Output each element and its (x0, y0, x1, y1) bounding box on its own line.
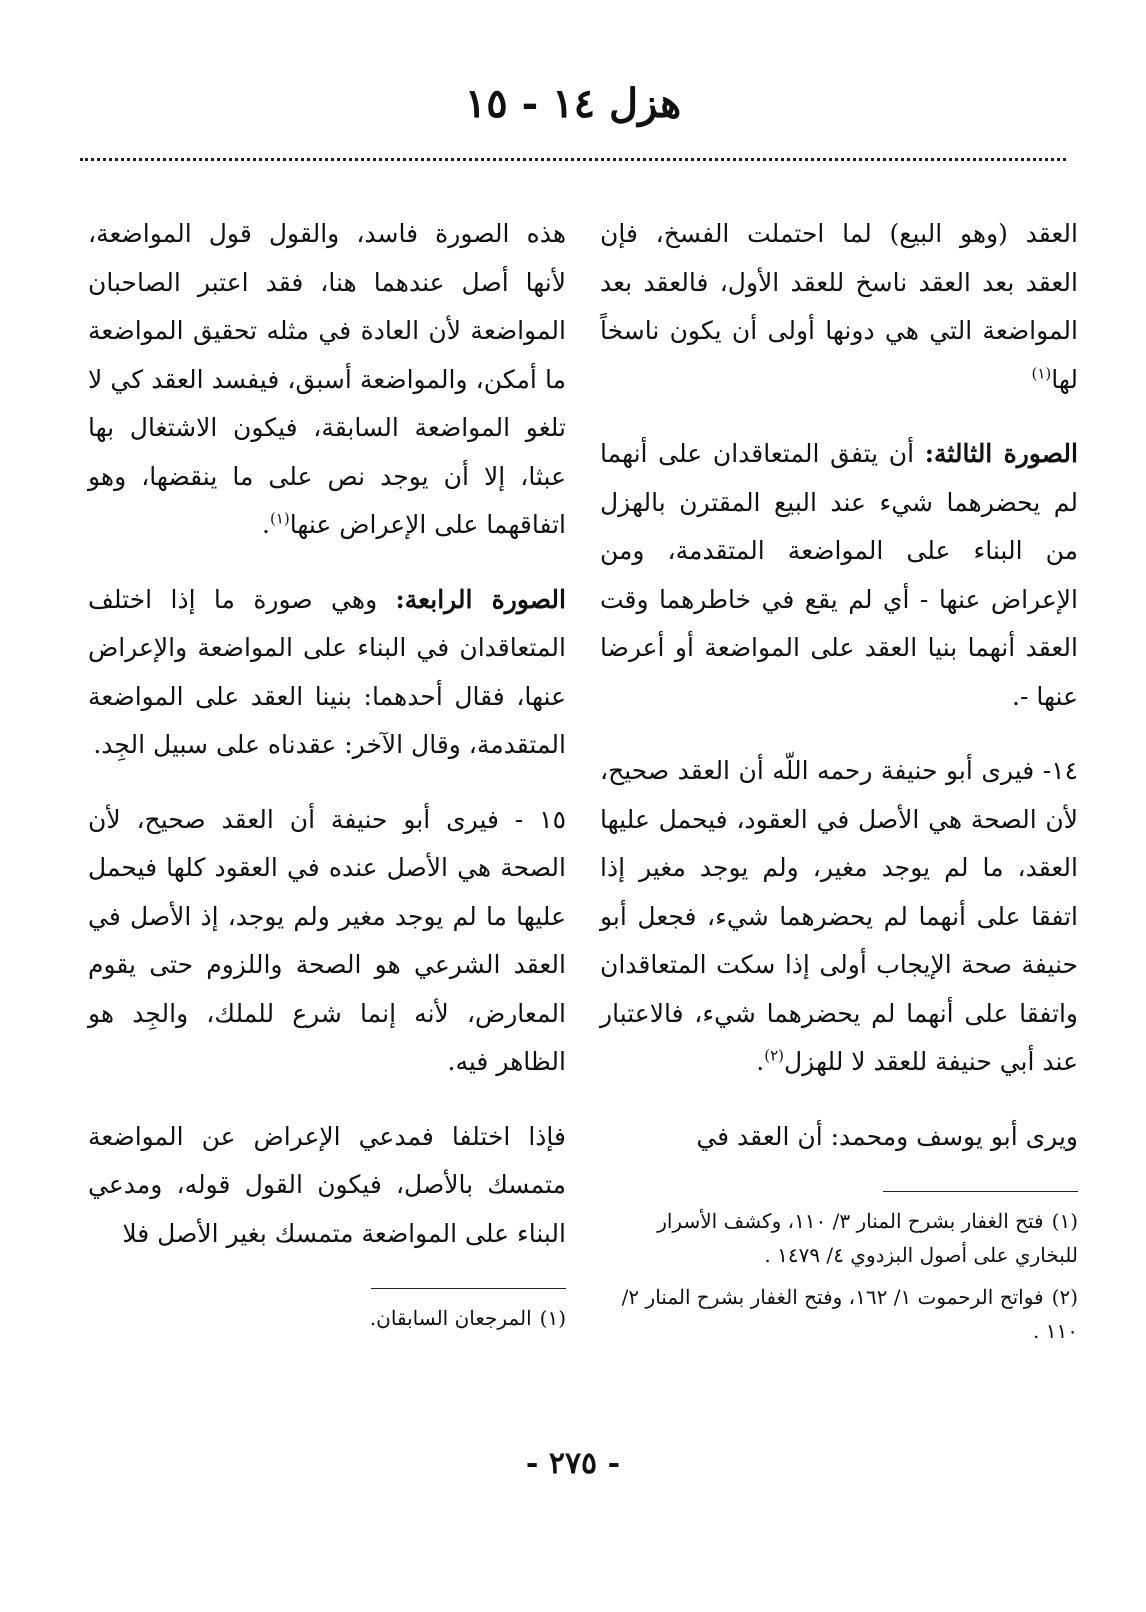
footnote-number: (١) (1051, 1209, 1078, 1233)
paragraph-text: ١٤- فيرى أبو حنيفة رحمه اللّه أن العقد صحيح، لأن الصحة هي الأصل في العقود، فيحمل عليها العقد، ما لم يوجد مغير، ولم يوجد مغير إذا اتفقا على أنهما لم يحضرهما شيء، فجعل أبو حنيفة صحة الإيجاب أولى إذا سكت المتعاقدان واتفقا على أنهما لم يحضرهما شيء، فالاعتبار عند أبي حنيفة للعقد لا للهزل (600, 756, 1078, 1076)
paragraph-text: ١٥ - فيرى أبو حنيفة أن العقد صحيح، لأن الصحة هي الأصل عنده في العقود كلها فيحمل عليها ما لم يوجد مغير ولم يوجد، إذ الأصل في العقد الشرعي هو الصحة واللزوم حتى يقوم المعارض، لأنه إنما شرع للملك، والجِد هو الظاهر فيه. (88, 804, 566, 1076)
footnote (600, 1280, 1078, 1348)
paragraph-text: العقد (وهو البيع) لما احتملت الفسخ، فإن العقد بعد العقد ناسخ للعقد الأول، فالعقد بعد المواضعة التي هي دونها أولى أن يكون ناسخاً لها (600, 219, 1078, 394)
footnote-separator (371, 1288, 566, 1289)
paragraph (600, 430, 1078, 721)
paragraph (88, 796, 566, 1087)
paragraph-text: وهي صورة ما إذا اختلف المتعاقدان في البناء على المواضعة والإعراض عنها، فقال أحدهما: بنينا العقد على المواضعة المتقدمة، وقال الآخر: عقدناه على سبيل الجِد. (88, 584, 566, 759)
paragraph-text: فإذا اختلفا فمدعي الإعراض عن المواضعة متمسك بالأصل، فيكون القول قوله، ومدعي البناء على المواضعة متمسك بغير الأصل فلا (88, 1121, 566, 1248)
section-lead: الصورة الرابعة: (395, 584, 566, 614)
header-dotted-rule (80, 158, 1066, 161)
paragraph-tail: . (756, 1047, 765, 1076)
footnote-text: فواتح الرحموت ١/ ١٦٢، وفتح الغفار بشرح المنار ٢/ ١١٠ . (621, 1285, 1078, 1343)
footnote-number: (١) (539, 1306, 566, 1330)
footnote (600, 1204, 1078, 1272)
paragraph (600, 210, 1078, 404)
footnote-number: (٢) (1051, 1285, 1078, 1309)
paragraph (88, 210, 566, 550)
footnote-marker: (١) (269, 509, 290, 528)
page-number: - ٢٧٥ - (525, 1446, 621, 1481)
paragraph-text: أن يتفق المتعاقدان على أنهما لم يحضرهما شيء عند البيع المقترن بالهزل من البناء على المواضعة المتقدمة، ومن الإعراض عنها - أي لم يقع في خاطرهما وقت العقد أنهما بنيا العقد على المواضعة أو أعرضا عنها -. (600, 439, 1078, 711)
footnote-separator (883, 1191, 1078, 1192)
footnote-marker: (١) (1031, 364, 1052, 383)
footnote (88, 1301, 566, 1335)
footnote-text: المرجعان السابقان. (369, 1306, 532, 1330)
paragraph (600, 1113, 1078, 1162)
paragraph (88, 576, 566, 770)
paragraph-tail: . (261, 510, 270, 539)
section-lead: الصورة الثالثة: (924, 439, 1078, 468)
paragraph (88, 1113, 566, 1259)
footnote-text: فتح الغفار بشرح المنار ٣/ ١١٠، وكشف الأسرار للبخاري على أصول البزدوي ٤/ ١٤٧٩ . (657, 1209, 1078, 1267)
running-header-title: هزل ١٤ - ١٥ (464, 80, 682, 127)
left-column (88, 210, 566, 1500)
paragraph-text: ويرى أبو يوسف ومحمد: أن العقد في (696, 1121, 1078, 1151)
right-column (600, 210, 1078, 1500)
paragraph-text: هذه الصورة فاسد، والقول قول المواضعة، لأنها أصل عندهما هنا، فقد اعتبر الصاحبان المواضعة لأن العادة في مثله تحقيق المواضعة ما أمكن، والمواضعة أسبق، فيفسد العقد كي لا تلغو المواضعة السابقة، فيكون الاشتغال بها عبثا، إلا أن يوجد نص على ما ينقضها، وهو اتفاقهما على الإعراض عنها (88, 219, 566, 539)
paragraph (600, 747, 1078, 1087)
footnote-marker: (٢) (764, 1046, 784, 1065)
